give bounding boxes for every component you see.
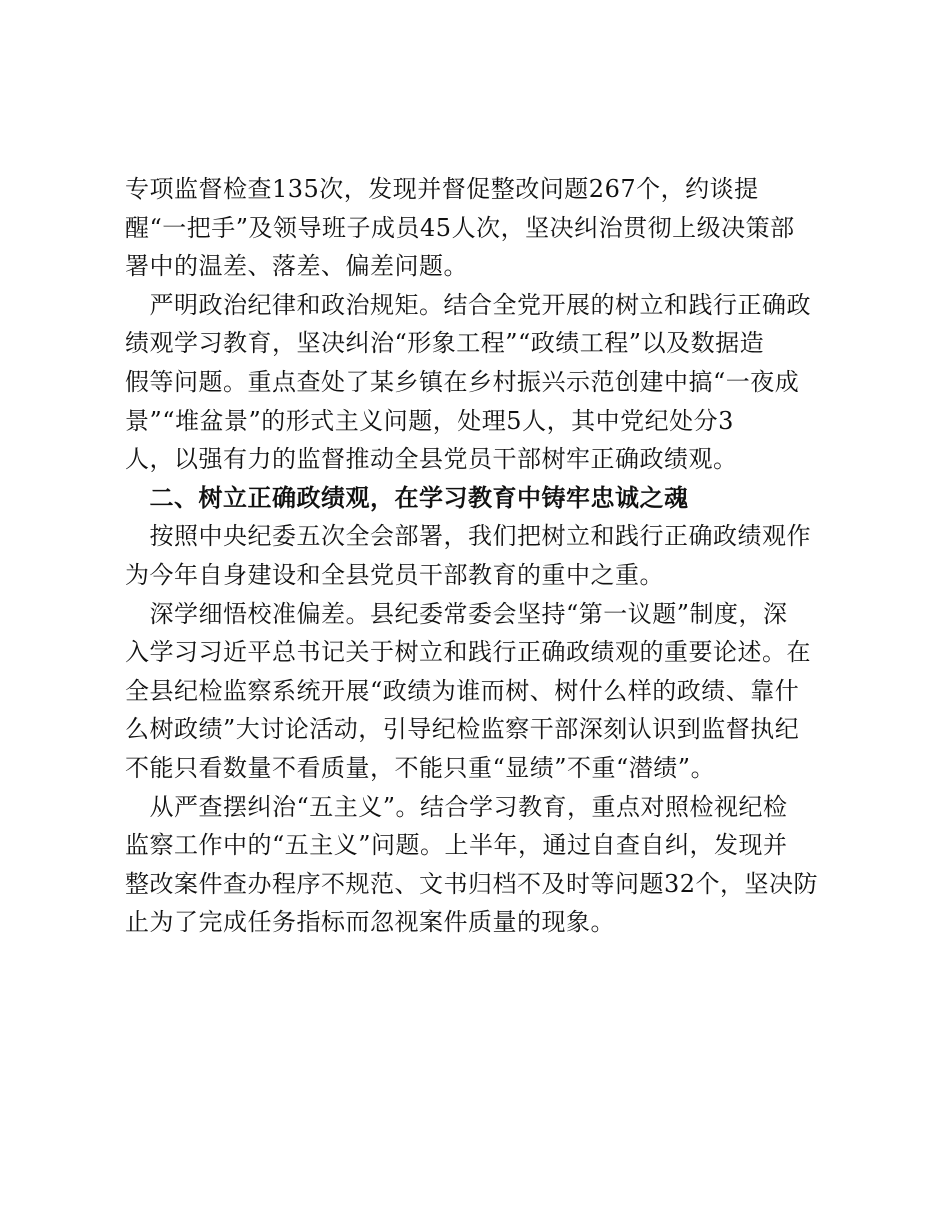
text-line: 署中的温差、落差、偏差问题。 [125,252,468,281]
text-line: 深学细悟校准偏差。县纪委常委会坚持“第一议题”制度，深 [125,599,788,628]
text-line: 整改案件查办程序不规范、文书归档不及时等问题32个，坚决防 [125,869,819,898]
document-body [125,170,830,942]
text-line: 人，以强有力的监督推动全县党员干部树牢正确政绩观。 [125,445,738,474]
text-line: 监察工作中的“五主义”问题。上半年，通过自查自纠，发现并 [125,831,788,860]
text-line: 不能只看数量不看质量，不能只重“显绩”不重“潜绩”。 [125,753,716,782]
text-line: 专项监督检查135次，发现并督促整改问题267个，约谈提 [125,175,759,203]
text-line: 么树政绩”大讨论活动，引导纪检监察干部深刻认识到监督执纪 [125,715,800,744]
text-line: 从严查摆纠治“五主义”。结合学习教育，重点对照检视纪检 [125,792,788,821]
section-heading: 二、树立正确政绩观，在学习教育中铸牢忠诚之魂 [125,483,689,512]
text-line: 醒“一把手”及领导班子成员45人次，坚决纠治贯彻上级决策部 [125,213,795,242]
text-line: 绩观学习教育，坚决纠治“形象工程”“政绩工程”以及数据造 [125,329,765,358]
text-line: 入学习习近平总书记关于树立和践行正确政绩观的重要论述。在 [125,638,811,667]
text-line: 假等问题。重点查处了某乡镇在乡村振兴示范创建中搞“一夜成 [125,367,800,396]
text-line: 严明政治纪律和政治规矩。结合全党开展的树立和践行正确政 [125,290,811,319]
text-line: 景”“堆盆景”的形式主义问题，处理5人，其中党纪处分3 [125,406,734,435]
text-line: 止为了完成任务指标而忽视案件质量的现象。 [125,908,615,937]
text-line: 为今年自身建设和全县党员干部教育的重中之重。 [125,560,664,589]
text-line: 全县纪检监察系统开展“政绩为谁而树、树什么样的政绩、靠什 [125,676,800,705]
text-line: 按照中央纪委五次全会部署，我们把树立和践行正确政绩观作 [125,522,811,551]
